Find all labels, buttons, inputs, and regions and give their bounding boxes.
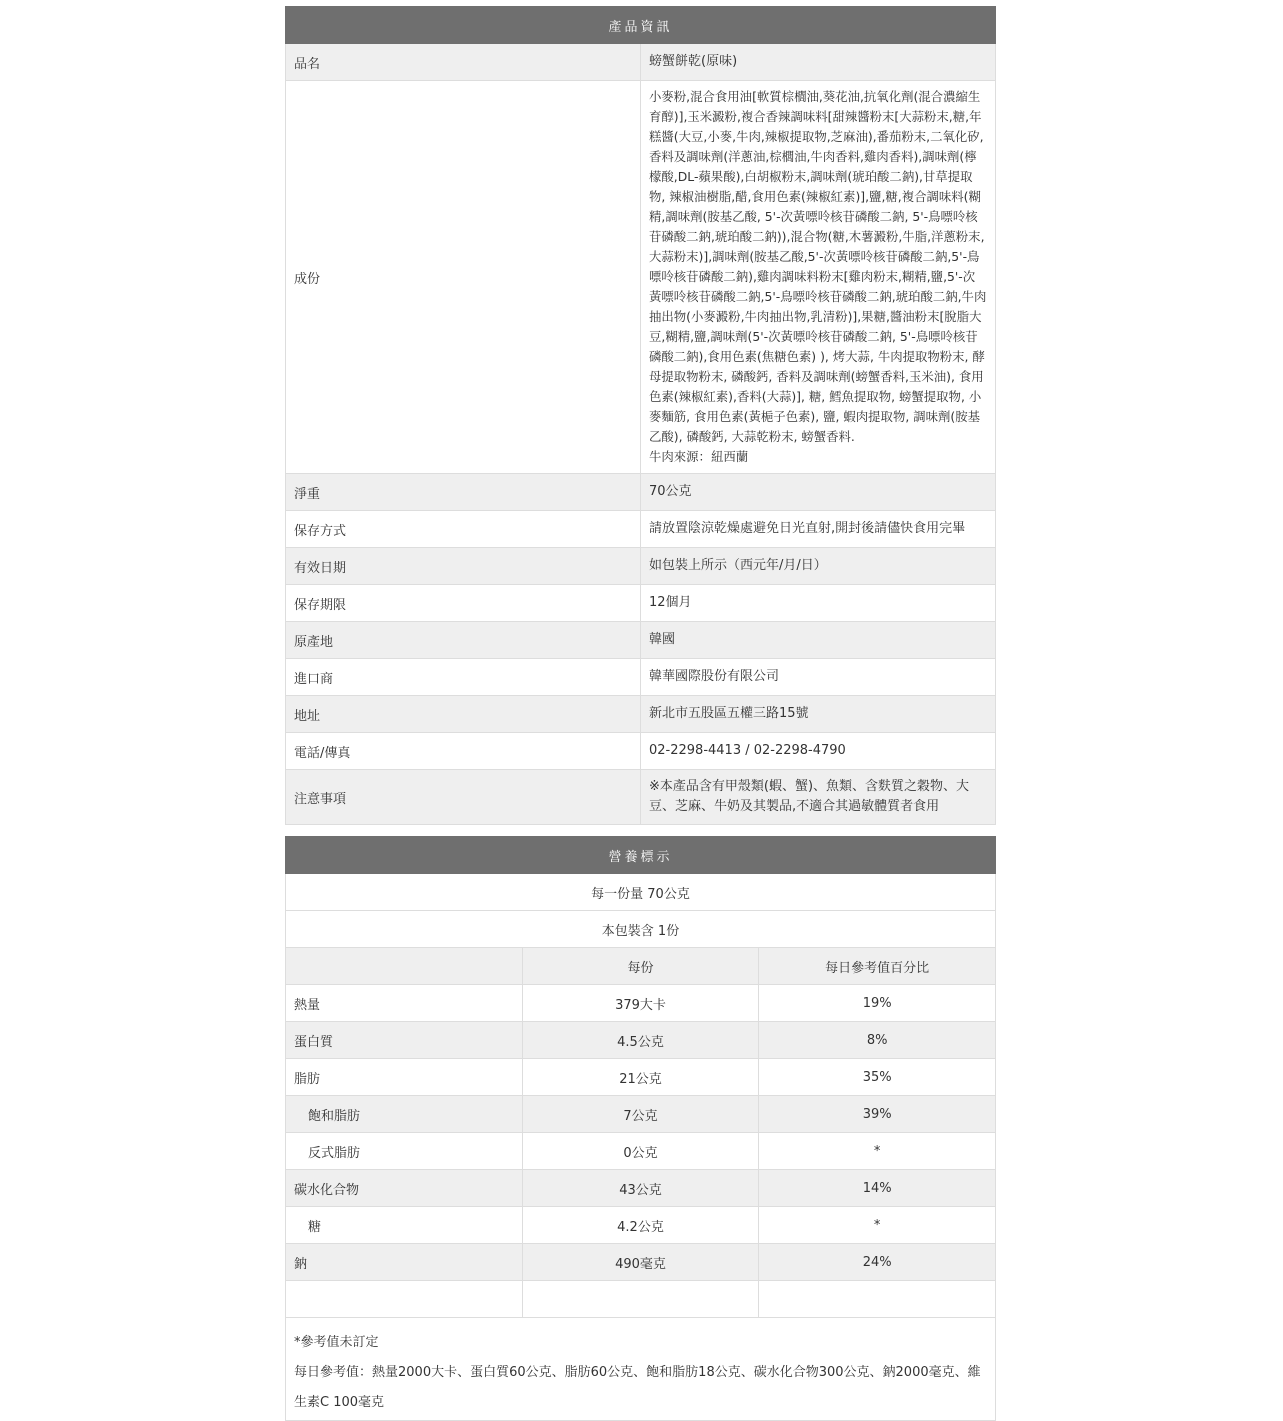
product-info-header: 產品資訊 [286, 7, 996, 44]
info-label: 淨重 [286, 474, 641, 511]
product-info-table [285, 6, 996, 825]
info-row-importer [286, 659, 996, 696]
footnote-undefined: *參考值未訂定 [294, 1335, 379, 1350]
info-label: 進口商 [286, 659, 641, 696]
info-row-net-weight [286, 474, 996, 511]
nutrition-table [285, 836, 996, 1318]
nutrient-name: 鈉 [286, 1244, 523, 1281]
nutrient-per-serving: 490毫克 [522, 1244, 759, 1281]
info-label: 品名 [286, 44, 641, 81]
product-info-header-row [286, 7, 996, 44]
nutrition-column-header-row [286, 948, 996, 985]
nutrient-name: 脂肪 [286, 1059, 523, 1096]
servings-per-package: 本包裝含 1份 [286, 911, 996, 948]
info-value: 12個月 [641, 585, 996, 622]
info-value: 02-2298-4413 / 02-2298-4790 [641, 733, 996, 770]
per-serving-column-header: 每份 [522, 948, 759, 985]
info-label: 保存方式 [286, 511, 641, 548]
info-value: 70公克 [641, 474, 996, 511]
nutrition-header-row [286, 837, 996, 874]
nutrient-row-energy [286, 985, 996, 1022]
nutrient-daily-value: 8% [759, 1022, 996, 1059]
nutrient-row-protein [286, 1022, 996, 1059]
daily-value-column-header: 每日參考值百分比 [759, 948, 996, 985]
nutrient-daily-value: 39% [759, 1096, 996, 1133]
servings-row [286, 911, 996, 948]
nutrient-name: 飽和脂肪 [286, 1096, 523, 1133]
info-label: 地址 [286, 696, 641, 733]
info-row-expiry [286, 548, 996, 585]
info-row-origin [286, 622, 996, 659]
nutrient-daily-value: * [759, 1133, 996, 1170]
nutrient-name: 碳水化合物 [286, 1170, 523, 1207]
info-value: 韓國 [641, 622, 996, 659]
info-value: 如包裝上所示（西元年/月/日） [641, 548, 996, 585]
info-value: 螃蟹餅乾(原味) [641, 44, 996, 81]
info-value: 韓華國際股份有限公司 [641, 659, 996, 696]
nutrient-per-serving: 0公克 [522, 1133, 759, 1170]
serving-size-row [286, 874, 996, 911]
info-row-notice [286, 770, 996, 825]
info-label: 有效日期 [286, 548, 641, 585]
nutrition-footnotes [285, 1318, 996, 1421]
nutrient-column-header [286, 948, 523, 985]
product-detail-panel [285, 6, 996, 1421]
info-label: 保存期限 [286, 585, 641, 622]
nutrient-daily-value: 35% [759, 1059, 996, 1096]
nutrient-row-carbohydrate [286, 1170, 996, 1207]
info-row-shelf-life [286, 585, 996, 622]
info-row-name [286, 44, 996, 81]
info-row-storage [286, 511, 996, 548]
nutrient-name: 糖 [286, 1207, 523, 1244]
nutrient-per-serving: 4.5公克 [522, 1022, 759, 1059]
nutrient-per-serving: 4.2公克 [522, 1207, 759, 1244]
footnote-daily-reference: 每日參考值：熱量2000大卡、蛋白質60公克、脂肪60公克、飽和脂肪18公克、碳水化合物300公克、鈉2000毫克、維生素C 100毫克 [294, 1365, 981, 1410]
info-label: 注意事項 [286, 770, 641, 825]
nutrient-daily-value: * [759, 1207, 996, 1244]
ingredients-text: 小麥粉,混合食用油[軟質棕櫚油,葵花油,抗氧化劑(混合濃縮生育醇)],玉米澱粉,複合香辣調味料[甜辣醬粉末[大蒜粉末,糖,年糕醬(大豆,小麥,牛肉,辣椒提取物,芝麻油),番茄粉末,二氧化矽,香料及調味劑(洋蔥油,棕櫚油,牛肉香料,雞肉香料),調味劑(檸檬酸,DL-蘋果酸),白胡椒粉末,調味劑(琥珀酸二鈉),甘草提取物, 辣椒油樹脂,醋,食用色素(辣椒紅素)],鹽,糖,複合調味料(糊精,調味劑(胺基乙酸, 5'-次黃嘌呤核苷磷酸二鈉, 5'-鳥嘌呤核苷磷酸二鈉,琥珀酸二鈉)),混合物(糖,木薯澱粉,牛脂,洋蔥粉末,大蒜粉末)],調味劑(胺基乙酸,5'-次黃嘌呤核苷磷酸二鈉,5'-鳥嘌呤核苷磷酸二鈉),雞肉調味料粉末[雞肉粉末,糊精,鹽,5'-次黃嘌呤核苷磷酸二鈉,5'-鳥嘌呤核苷磷酸二鈉,琥珀酸二鈉,牛肉抽出物(小麥澱粉,牛肉抽出物,乳清粉)],果糖,醬油粉末[脫脂大豆,糊精,鹽,調味劑(5'-次黃嘌呤核苷磷酸二鈉, 5'-鳥嘌呤核苷磷酸二鈉),食用色素(焦糖色素) ), 烤大蒜, 牛肉提取物粉末, 酵母提取物粉末, 磷酸鈣, 香料及調味劑(螃蟹香料,玉米油), 食用色素(辣椒紅素),香料(大蒜)], 糖, 鱈魚提取物, 螃蟹提取物, 小麥麵筋, 食用色素(黃梔子色素), 鹽, 蝦肉提取物, 調味劑(胺基乙酸), 磷酸鈣, 大蒜乾粉末, 螃蟹香料. [649, 89, 987, 444]
info-row-address [286, 696, 996, 733]
nutrient-row-trans-fat [286, 1133, 996, 1170]
serving-size: 每一份量 70公克 [286, 874, 996, 911]
nutrient-daily-value: 24% [759, 1244, 996, 1281]
nutrient-name: 蛋白質 [286, 1022, 523, 1059]
nutrient-name: 反式脂肪 [286, 1133, 523, 1170]
beef-origin-text: 牛肉來源：紐西蘭 [649, 449, 749, 464]
nutrient-per-serving: 379大卡 [522, 985, 759, 1022]
nutrient-per-serving: 21公克 [522, 1059, 759, 1096]
info-value: 請放置陰涼乾燥處避免日光直射,開封後請儘快食用完畢 [641, 511, 996, 548]
nutrient-daily-value: 14% [759, 1170, 996, 1207]
info-value: ※本產品含有甲殼類(蝦、蟹)、魚類、含麩質之穀物、大豆、芝麻、牛奶及其製品,不適合其過敏體質者食用 [641, 770, 996, 825]
empty-cell [286, 1281, 523, 1318]
nutrient-row-empty [286, 1281, 996, 1318]
nutrient-row-saturated-fat [286, 1096, 996, 1133]
info-label: 原產地 [286, 622, 641, 659]
info-label: 電話/傳真 [286, 733, 641, 770]
empty-cell [522, 1281, 759, 1318]
info-row-phone-fax [286, 733, 996, 770]
ingredients-cell [641, 81, 996, 474]
info-value: 新北市五股區五權三路15號 [641, 696, 996, 733]
section-gap [285, 825, 996, 836]
nutrient-daily-value: 19% [759, 985, 996, 1022]
nutrient-row-sugar [286, 1207, 996, 1244]
nutrient-row-sodium [286, 1244, 996, 1281]
nutrient-row-fat [286, 1059, 996, 1096]
info-label: 成份 [286, 81, 641, 474]
nutrient-per-serving: 7公克 [522, 1096, 759, 1133]
nutrient-name: 熱量 [286, 985, 523, 1022]
nutrient-per-serving: 43公克 [522, 1170, 759, 1207]
info-row-ingredients [286, 81, 996, 474]
nutrition-header: 營養標示 [286, 837, 996, 874]
empty-cell [759, 1281, 996, 1318]
